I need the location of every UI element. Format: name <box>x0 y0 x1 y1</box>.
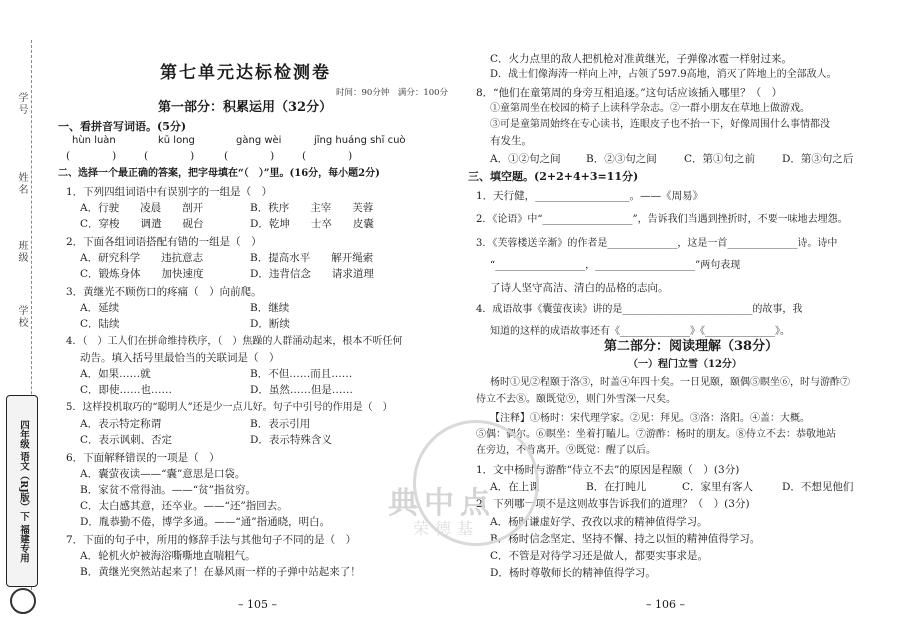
reading1-note-1: 【注释】①杨时：宋代理学家。②见：拜见。③洛：洛阳。④盖：大概。 <box>490 413 810 424</box>
q2-8-text-2: ③可是童第周始终在专心读书，连眼皮子也不抬一下，好像周围什么事情都没 <box>490 119 830 130</box>
q2-4-stem-cont: 动告。填入括号里最恰当的关联词是（ ） <box>80 352 280 364</box>
r1-option-a[interactable]: A．在上课 <box>490 481 540 493</box>
reading1-note-2: ⑤偶：偶尔。⑥瞑坐：坐着打瞌儿。⑦游酢：杨时的朋友。⑧侍立不去：恭敬地站 <box>476 429 836 440</box>
q2-4-stem: 4．（ ）工人们在拼命维持秩序，（ ）焦躁的人群涌动起来，根本不听任何 <box>66 336 403 347</box>
q2-7-option-b[interactable]: B．黄继光突然站起来了！在暴风雨一样的子弹中站起来了！ <box>80 566 361 578</box>
q2-3-option-b[interactable]: B．继续 <box>250 302 290 314</box>
q2-6-option-a[interactable]: A．囊萤夜读——“囊”意思是口袋。 <box>80 468 246 480</box>
reading1-text-2: 侍立不去⑧。颐既觉⑨，则门外雪深一尺矣。 <box>476 394 676 405</box>
reading1-text-1: 杨时①见②程颐于洛③，时盖④年四十矣。一日见颐，颐偶⑤瞑坐⑥，时与游酢⑦ <box>490 377 850 388</box>
r2-option-a[interactable]: A．杨时谦虚好学、孜孜以求的精神值得学习。 <box>490 516 708 528</box>
r2-stem: 2．下列哪一项不是这则故事告诉我们的道理？（ ）(3分) <box>476 498 750 510</box>
q3-3-fill-cont[interactable]: “__________________，____________________”两句表现 <box>490 260 741 271</box>
pinyin-4: jīng huáng shī cuò <box>314 135 406 146</box>
q2-2-option-d[interactable]: D．违背信念 请求道理 <box>250 268 374 280</box>
q2-2-option-c[interactable]: C．锻炼身体 加快速度 <box>80 268 204 280</box>
q3-1-fill[interactable]: 1．天行健，__________________。——《周易》 <box>476 190 704 202</box>
q2-1-option-c[interactable]: C．穿梭 调遣 砚台 <box>80 218 204 230</box>
q2-8-text-1: ①童第周坐在校园的椅子上读科学杂志。②一群小朋友在草地上做游戏。 <box>490 103 810 114</box>
reading1-note-3: 在旁边，不肯离开。⑨既觉：醒了以后。 <box>476 445 656 456</box>
q2-4-option-c[interactable]: C．即使……也…… <box>80 384 173 396</box>
q2-5-option-d[interactable]: D．表示特殊含义 <box>250 434 332 446</box>
q2-6-stem: 6．下面解释错误的一项是（ ） <box>66 452 220 464</box>
q2-8-option-d[interactable]: D．第③句之后 <box>782 153 854 165</box>
r2-option-c[interactable]: C．不管是对待学习还是做人，都要实事求是。 <box>490 550 709 562</box>
q2-1-stem: 1．下列四组词语中有误别字的一组是（ ） <box>66 186 273 198</box>
q2-8-text-3: 有发生。 <box>490 135 532 147</box>
answer-bracket-1[interactable]: ( ) <box>66 150 117 162</box>
q2-1-option-b[interactable]: B．秩序 主宰 芙蓉 <box>250 202 374 214</box>
q2-8-option-c[interactable]: C．第①句之前 <box>684 153 756 165</box>
q2-8-option-b[interactable]: B．②③句之间 <box>586 153 657 165</box>
q2-7-option-c[interactable]: C．火力点里的敌人把机枪对准黄继光，子弹像冰雹一样射过来。 <box>490 53 793 65</box>
q2-3-option-d[interactable]: D．断续 <box>250 318 290 330</box>
q2-1-option-a[interactable]: A．行驶 凌晨 剖开 <box>80 202 204 214</box>
exam-meta: 时间：90分钟 满分：100分 <box>336 88 449 98</box>
answer-bracket-2[interactable]: ( ) <box>144 150 195 162</box>
q3-4-fill[interactable]: 4．成语故事《囊萤夜读》讲的是__________________________的故事，我 <box>476 304 803 315</box>
q2-2-stem: 2．下面各组词语搭配有错的一组是（ ） <box>66 236 262 248</box>
answer-bracket-3[interactable]: ( ) <box>224 150 275 162</box>
q3-heading: 三、填空题。(2+2+4+3=11分) <box>468 170 639 183</box>
q2-2-option-b[interactable]: B．提高水平 解开绳索 <box>250 252 374 264</box>
pinyin-1: hùn luàn <box>72 135 116 146</box>
q2-2-option-a[interactable]: A．研究科学 违抗意志 <box>80 252 204 264</box>
q2-heading: 二、选择一个最正确的答案，把字母填在“（ ）”里。(16分，每小题2分) <box>58 168 380 179</box>
q2-7-option-d[interactable]: D．战士们像海涛一样向上冲，占领了597.9高地，消灭了阵地上的全部敌人。 <box>490 69 837 80</box>
page-title: 第七单元达标检测卷 <box>160 63 331 83</box>
q2-3-option-c[interactable]: C．陆续 <box>80 318 120 330</box>
part1-heading: 第一部分：积累运用（32分） <box>158 100 333 115</box>
q3-2-fill[interactable]: 2．《论语》中“__________________”，告诉我们当遇到挫折时，不要一味地去埋怨。 <box>476 214 848 225</box>
right-page <box>452 0 900 620</box>
reading1-title: （一）程门立雪（12分） <box>628 359 742 370</box>
binding-label-school: 学校 <box>16 305 27 329</box>
binding-label-student-id: 学号 <box>16 92 27 116</box>
r1-option-b[interactable]: B．在打盹儿 <box>586 481 647 493</box>
q2-4-option-b[interactable]: B．不但……而且…… <box>250 368 353 380</box>
q2-5-option-b[interactable]: B．表示引用 <box>250 418 311 430</box>
part2-heading: 第二部分：阅读理解（38分） <box>604 339 779 354</box>
series-logo-icon <box>10 588 36 614</box>
page-number-left: – 105 – <box>238 598 277 611</box>
r1-stem: 1．文中杨时与游酢“侍立不去”的原因是程颐（ ）(3分) <box>476 464 740 476</box>
q2-6-option-b[interactable]: B．家贫不常得油。——“贫”指贫穷。 <box>80 484 256 496</box>
r1-option-d[interactable]: D．不想见他们 <box>782 481 854 493</box>
q2-5-option-a[interactable]: A．表示特定称谓 <box>80 418 162 430</box>
binding-label-name: 姓名 <box>16 172 27 196</box>
q2-1-option-d[interactable]: D．乾坤 士卒 皮囊 <box>250 218 374 230</box>
q2-8-stem: 8．“他们在童第周的身旁互相追逐。”这句话应该插入哪里？（ ） <box>476 87 783 99</box>
binding-label-class: 班级 <box>16 240 27 264</box>
q2-5-stem: 5．这样投机取巧的“聪明人”还是少一点儿好。句子中引号的作用是（ ） <box>66 402 393 413</box>
q1-heading: 一、看拼音写词语。(5分) <box>58 120 187 133</box>
q2-4-option-d[interactable]: D．虽然……但是…… <box>250 384 353 396</box>
pinyin-3: gàng wèi <box>236 135 282 146</box>
series-badge: 四年级 语文（RJ版）下 福建专用 <box>6 395 38 587</box>
q2-3-option-a[interactable]: A．延续 <box>80 302 120 314</box>
r2-option-d[interactable]: D．杨时尊敬师长的精神值得学习。 <box>490 567 656 579</box>
r1-option-c[interactable]: C．家里有客人 <box>682 481 754 493</box>
page-number-right: – 106 – <box>646 598 685 611</box>
q2-6-option-c[interactable]: C．太白感其意，还卒业。——“还”指回去。 <box>80 500 288 512</box>
pinyin-2: kū long <box>158 135 195 146</box>
q2-7-stem: 7．下面的句子中，所用的修辞手法与其他句子不同的是（ ） <box>66 534 357 546</box>
q3-4-fill-cont[interactable]: 知道的这样的成语故事还有《______________》《______________》。 <box>490 326 790 337</box>
watermark-text: 典中点 <box>388 486 496 521</box>
q2-6-option-d[interactable]: D．胤恭勤不倦，博学多通。——“通”指通晓，明白。 <box>80 516 331 528</box>
right-content <box>468 0 888 620</box>
watermark-subtext: 荣德基 <box>413 519 480 538</box>
q2-3-stem: 3．黄继光不顾伤口的疼痛（ ）向前爬。 <box>66 286 262 298</box>
q2-8-option-a[interactable]: A．①②句之间 <box>490 153 561 165</box>
q3-3-text: 了诗人坚守高洁、清白的品格的志向。 <box>490 282 669 294</box>
q2-4-option-a[interactable]: A．如果……就 <box>80 368 151 380</box>
binding-margin <box>0 0 50 620</box>
r2-option-b[interactable]: B．杨时信念坚定、坚持不懈、持之以恒的精神值得学习。 <box>490 533 761 545</box>
q2-7-option-a[interactable]: A．轮机火炉被海浴嘶嘶地直喘粗气。 <box>80 550 256 562</box>
answer-bracket-4[interactable]: ( ) <box>302 150 353 162</box>
q2-5-option-c[interactable]: C．表示讽刺、否定 <box>80 434 173 446</box>
q3-3-fill[interactable]: 3．《芙蓉楼送辛渐》的作者是______________，这是一首______________诗。诗中 <box>476 238 838 249</box>
